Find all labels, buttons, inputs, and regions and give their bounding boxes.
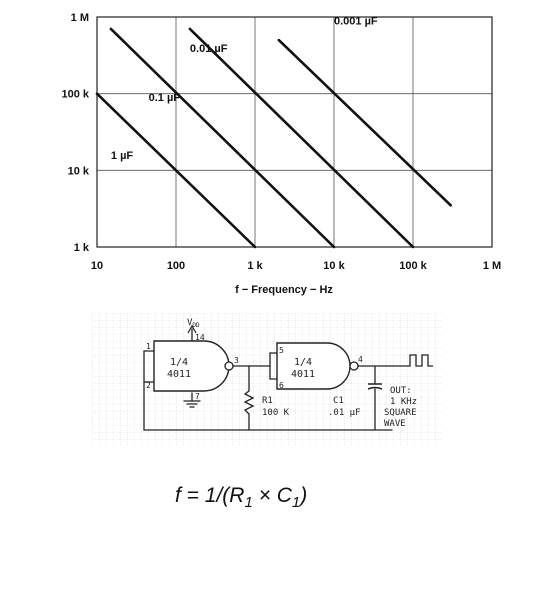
series-labels [111,15,378,162]
x-tick-label: 1 M [482,260,502,272]
pin-14-label: 14 [195,333,205,342]
pin-7-label: 7 [195,392,200,401]
y-tick-label: 1 M [70,12,89,24]
gate-1-type: 1/4 [169,357,189,368]
x-tick-label: 10 [90,260,104,272]
formula-r-subscript: 1 [244,494,253,511]
pin-1-label: 1 [146,342,151,351]
formula-c-subscript: 1 [291,494,301,511]
vdd-sub: DD [192,322,200,329]
c1-name: C1 [333,396,344,406]
x-tick-label: 100 k [399,260,427,272]
pin-6-label: 6 [279,381,284,390]
pin-5-label: 5 [279,346,284,355]
nand-bubble-1 [225,362,233,370]
nand-gate-1 [154,341,229,391]
gate-2-part: 4011 [290,369,316,380]
c1-value: .01 µF [328,408,361,418]
series-line [279,40,451,205]
x-tick-label: 10 k [323,260,345,272]
vdd-main: V [187,318,193,328]
pin-3-label: 3 [234,356,239,365]
y-tick-label: 10 k [67,165,89,178]
x-tick-labels [91,260,501,272]
series-label: 0.1 µF [148,92,181,105]
circuit-diagram [92,313,442,445]
pin-2-label: 2 [146,381,151,390]
gate-2-type: 1/4 [293,357,313,368]
formula-prefix: f = 1/(R [175,484,245,507]
r1-name: R1 [262,396,273,406]
out-square: SQUARE [384,408,417,418]
out-label: OUT: [390,386,412,396]
formula [175,484,307,511]
nand-bubble-2 [350,362,358,370]
series-lines [97,29,451,247]
formula-suffix: ) [300,484,308,507]
nand-gate-2 [277,343,350,389]
series-label: 0.01 µF [189,42,228,55]
y-tick-label: 100 k [61,88,89,101]
x-tick-label: 100 [166,260,186,272]
x-axis-label: f − Frequency − Hz [235,284,333,296]
series-label: 1 µF [110,150,134,163]
series-label: 0.001 µF [334,15,378,28]
y-tick-labels [61,12,89,254]
formula-times: × C [252,484,292,507]
out-wave: WAVE [384,419,406,429]
x-tick-label: 1 k [247,260,263,272]
r1-value: 100 K [262,408,290,418]
pin-4-label: 4 [358,355,363,364]
gate-1-part: 4011 [166,369,192,380]
y-tick-label: 1 k [73,242,89,254]
out-frequency: 1 KHz [390,397,418,407]
